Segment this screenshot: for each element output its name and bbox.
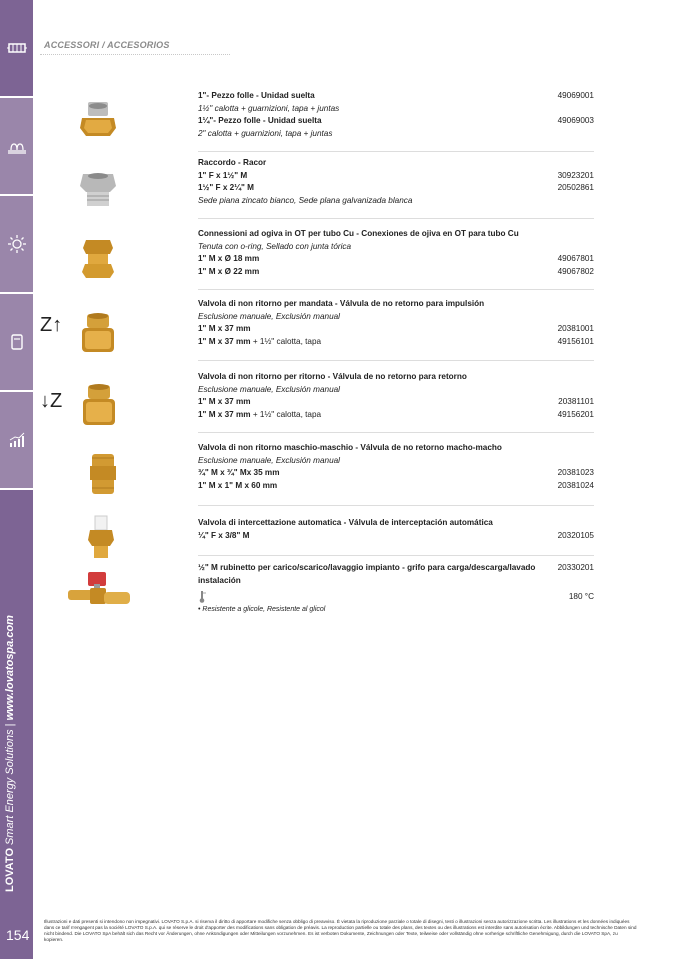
header-divider (40, 54, 230, 55)
divider (198, 555, 594, 556)
product-line: 1" M x 1" M x 60 mm (198, 480, 278, 490)
product-block-8 (198, 562, 594, 616)
check-valve-return-image (80, 383, 118, 429)
brand-vertical (4, 615, 16, 892)
divider (198, 360, 594, 361)
tab-radiators[interactable] (0, 0, 33, 98)
product-code: 20381023 (557, 468, 594, 477)
tab-controls[interactable] (0, 392, 33, 490)
product-block-4 (198, 298, 594, 348)
product-line: Esclusione manuale, Exclusión manual (198, 455, 340, 465)
nut-fitting-image (78, 100, 118, 140)
underfloor-heating-icon (7, 136, 27, 156)
product-code: 49069003 (557, 116, 594, 125)
divider (198, 289, 594, 290)
divider (198, 505, 594, 506)
product-line: Valvola di non ritorno per ritorno - Válvula de no retorno para retorno (198, 372, 467, 381)
tab-solar[interactable] (0, 196, 33, 294)
product-line: 1" M x Ø 18 mm (198, 254, 260, 263)
product-code: 20320105 (557, 530, 594, 540)
drain-tap-image (66, 570, 132, 612)
product-line: Esclusione manuale, Exclusión manual (198, 311, 340, 321)
product-line: 1" M x 37 mm (198, 397, 251, 406)
product-block-7 (198, 517, 594, 542)
product-block-1 (198, 90, 594, 140)
product-line: Connessioni ad ogiva in OT per tubo Cu - Conexiones de ojiva en OT para tubo Cu (198, 229, 519, 238)
ogive-connector-image (80, 238, 116, 280)
product-line: Raccordo - Racor (198, 158, 267, 167)
product-note: • Resistente a glicole, Resistente al glicol (198, 605, 326, 613)
product-code: 49067801 (557, 254, 594, 263)
product-line: Sede piana zincato bianco, Sede plana galvanizada blanca (198, 195, 413, 205)
product-line: Esclusione manuale, Exclusión manual (198, 384, 340, 394)
product-code: 49067802 (557, 266, 594, 276)
shutoff-valve-image (86, 514, 116, 560)
divider (198, 151, 594, 152)
product-line: ¼" F x 3/8" M (198, 530, 250, 540)
product-line: 1½" F x 2¼" M (198, 183, 255, 192)
product-line-extra: + 1½" calotta, tapa (250, 336, 322, 346)
product-line: 1" M x 37 mm (198, 409, 251, 419)
product-line: Valvola di intercettazione automatica - Válvula de interceptación automática (198, 518, 493, 527)
product-line: Tenuta con o-ring, Sellado con junta tórica (198, 241, 352, 251)
page-number: 154 (6, 927, 30, 943)
tab-floor-heating[interactable] (0, 98, 33, 196)
brand-tagline: Smart Energy Solutions (4, 729, 16, 845)
radiator-icon (7, 38, 27, 58)
brand-name: LOVATO (4, 848, 16, 892)
thermometer-icon (198, 591, 206, 603)
product-line: ½" M rubinetto per carico/scarico/lavaggio impianto - grifo para carga/descarga/lavado instalación (198, 563, 536, 585)
product-block-5 (198, 371, 594, 421)
product-line: 1"- Pezzo folle - Unidad suelta (198, 91, 315, 100)
product-code: 49156201 (557, 409, 594, 419)
flow-up-label: Z↑ (40, 314, 63, 336)
product-code: 49069001 (557, 91, 594, 100)
product-code: 49156101 (557, 336, 594, 346)
product-line: 2" calotta + guarnizioni, tapa + juntas (198, 128, 333, 138)
chart-icon (7, 430, 27, 450)
product-line: 1" M x 37 mm (198, 336, 251, 346)
brand-url[interactable]: www.lovatospa.com (4, 615, 16, 721)
product-line: 1½" calotta + guarnizioni, tapa + juntas (198, 103, 340, 113)
product-code: 20381024 (557, 480, 594, 490)
max-temperature: 180 °C (568, 592, 594, 601)
sun-icon (7, 234, 27, 254)
product-block-6 (198, 442, 594, 492)
product-block-2 (198, 157, 594, 207)
product-code: 20381001 (557, 324, 594, 333)
product-code: 20502861 (557, 183, 594, 192)
divider (198, 432, 594, 433)
product-line: 1" F x 1½" M (198, 170, 248, 180)
boiler-icon (7, 332, 27, 352)
product-line: 1¼"- Pezzo folle - Unidad suelta (198, 116, 322, 125)
male-check-valve-image (86, 452, 120, 496)
sidebar (0, 0, 33, 959)
product-line: 1" M x Ø 22 mm (198, 266, 260, 276)
brand-separator: | (4, 723, 16, 727)
product-block-3 (198, 228, 594, 278)
product-line: ¾" M x ¾" Mx 35 mm (198, 468, 280, 477)
product-code: 20381101 (558, 397, 594, 406)
tab-boilers[interactable] (0, 294, 33, 392)
product-line-extra: + 1½" calotta, tapa (250, 409, 322, 419)
divider (198, 218, 594, 219)
product-line: Valvola di non ritorno per mandata - Válvula de no retorno para impulsión (198, 299, 485, 308)
product-code: 20330201 (557, 563, 594, 572)
legal-disclaimer: Illustrazioni e dati presenti si intendono non impegnativi. LOVATO S.p.A. si riserva il diritto di apportare modifiche senza obbligo di preavviso. È vietata la riproduzione parziale o totale di disegni, testi o illustrazioni senza autorizzazione scritta. Les illustrations et les données indiquées dans ce tarif n'engagent pas la société LOVATO S.p.A. qui se réserve le droit d'apporter des modifications sans obligation de préavis. La reproduction partielle ou totale des plans, des textes ou des illustrations est interdite sans autorisation écrite. Abbildungen und technische Daten sind nicht bindend. Die LOVATO SpA behält sich das Recht vor Änderungen, ohne Ankündigungen oder Mitteilungen vorzunehmen. Es ist verboten Dokumente, Zeichnungen oder Texte, teilweise oder vollständig ohne vorherige schriftliche Genehmigung, durch die LOVATO SpA, zu kopieren. (44, 919, 637, 942)
adapter-fitting-image (78, 170, 118, 210)
section-title: ACCESSORI / ACCESORIOS (44, 40, 170, 50)
product-code: 30923201 (557, 170, 594, 180)
product-line: Valvola di non ritorno maschio-maschio - Válvula de no retorno macho-macho (198, 443, 502, 452)
product-line: 1" M x 37 mm (198, 324, 251, 333)
check-valve-flow-image (78, 312, 118, 358)
flow-down-label: ↓Z (40, 390, 63, 412)
